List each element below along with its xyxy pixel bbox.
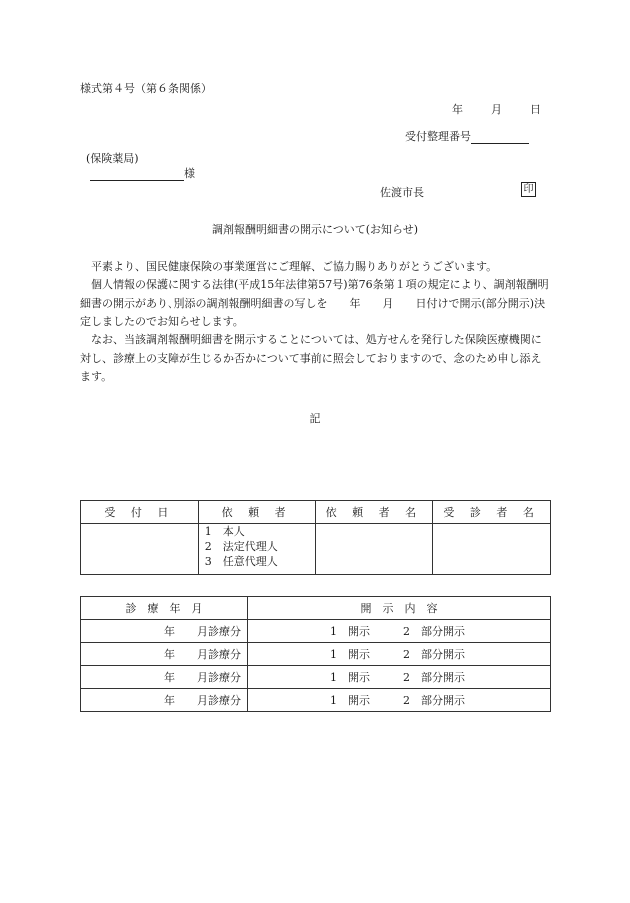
disclosure-content-cell: 1 開示 2 部分開示 xyxy=(248,643,551,666)
request-table xyxy=(80,500,551,575)
treatment-period-cell: 年 月診療分 xyxy=(81,643,248,666)
request-table-row xyxy=(81,524,551,575)
addressee-blank xyxy=(90,168,184,181)
table-row xyxy=(81,666,551,689)
receipt-label: 受付整理番号 xyxy=(405,130,471,143)
requester-option-legal: 2 法定代理人 xyxy=(204,540,278,553)
patient-name-cell xyxy=(433,524,551,575)
addressee xyxy=(90,165,195,181)
date-year: 年 xyxy=(452,103,463,116)
document-title: 調剤報酬明細書の開示について(お知らせ) xyxy=(211,223,419,236)
disclosure-content-cell: 1 開示 2 部分開示 xyxy=(248,620,551,643)
header-patient-name: 受 診 者 名 xyxy=(433,501,551,524)
addressee-suffix: 様 xyxy=(184,167,195,180)
header-disclosure-content: 開 示 内 容 xyxy=(248,597,551,620)
disclosure-content-cell: 1 開示 2 部分開示 xyxy=(248,666,551,689)
treatment-period-cell: 年 月診療分 xyxy=(81,666,248,689)
treatment-period-cell: 年 月診療分 xyxy=(81,620,248,643)
table-row xyxy=(81,689,551,712)
requester-option-self: 1 本人 xyxy=(204,525,245,538)
paragraph-2: 個人情報の保護に関する法律(平成15年法律第57号)第76条第１項の規定により、調剤報酬明細書の開示があり､別添の調剤報酬明細書の写しを 年 月 日付けで開示(部分開示)決定しましたのでお知らせします。 xyxy=(80,278,549,328)
sender: 佐渡市長 xyxy=(380,186,424,199)
header-requester-name: 依 頼 者 名 xyxy=(315,501,433,524)
table-row xyxy=(81,643,551,666)
header-reception-date: 受 付 日 xyxy=(81,501,199,524)
request-table-header xyxy=(81,501,551,524)
requester-option-voluntary: 3 任意代理人 xyxy=(204,555,278,568)
receipt-number-blank xyxy=(471,131,529,144)
date-day: 日 xyxy=(530,103,541,116)
seal-mark: 印 xyxy=(521,182,536,197)
table-row xyxy=(81,620,551,643)
treatment-period-cell: 年 月診療分 xyxy=(81,689,248,712)
header-requester: 依 頼 者 xyxy=(198,501,315,524)
header-treatment-period: 診 療 年 月 xyxy=(81,597,248,620)
reception-date-cell xyxy=(81,524,199,575)
requester-name-cell xyxy=(315,524,433,575)
pharmacy-label: (保険薬局) xyxy=(86,152,139,165)
date-line xyxy=(452,101,541,117)
disclosure-table xyxy=(80,596,551,712)
requester-options-cell xyxy=(198,524,315,575)
paragraph-3: なお、当該調剤報酬明細書を開示することについては、処方せんを発行した保険医療機関に対し、診療上の支障が生じるか否かについて事前に照会しておりますので、念のため申し添えます。 xyxy=(80,333,542,383)
form-number: 様式第４号（第６条関係） xyxy=(80,82,212,95)
date-month: 月 xyxy=(491,103,502,116)
paragraph-1: 平素より、国民健康保険の事業運営にご理解、ご協力賜りありがとうございます。 xyxy=(91,260,498,273)
disclosure-table-header xyxy=(81,597,551,620)
ki-heading: 記 xyxy=(309,412,321,425)
disclosure-content-cell: 1 開示 2 部分開示 xyxy=(248,689,551,712)
receipt-number xyxy=(405,128,529,144)
